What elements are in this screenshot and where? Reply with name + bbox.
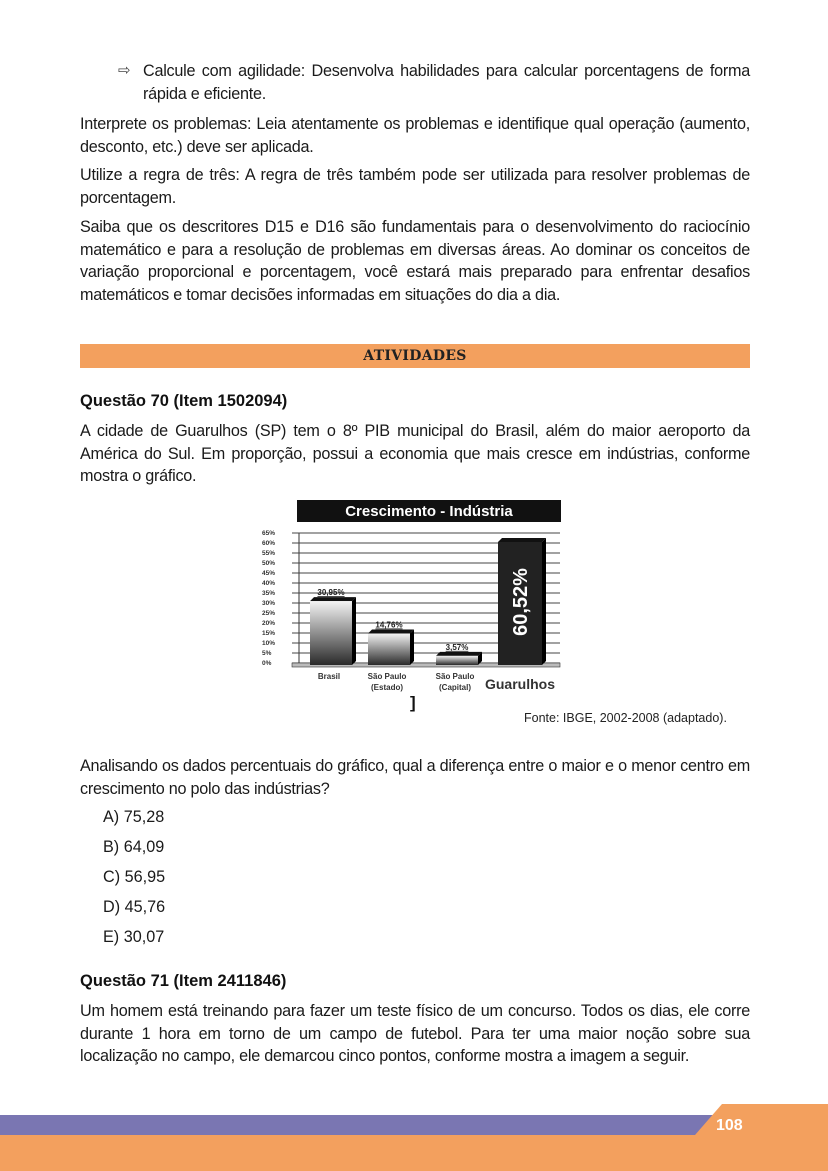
question-71-statement: Um homem está treinando para fazer um teste físico de um concurso. Todos os dias, ele corre durante 1 hora em torno de um campo de futebol. Para ter uma maior noção sobre sua localização no campo, ele demarcou cinco pontos, conforme mostra a imagem a seguir. (80, 1002, 750, 1065)
question-71-title: Questão 71 (Item 2411846) (80, 972, 287, 990)
option-a[interactable]: A) 75,28 (103, 808, 165, 826)
option-b[interactable]: B) 64,09 (103, 838, 165, 856)
svg-text:50%: 50% (262, 560, 276, 567)
svg-text:30%: 30% (262, 600, 276, 607)
svg-text:60%: 60% (262, 540, 276, 547)
svg-text:25%: 25% (262, 610, 276, 617)
svg-text:0%: 0% (262, 660, 272, 667)
option-c[interactable]: C) 56,95 (103, 868, 166, 886)
tip-paragraph: Saiba que os descritores D15 e D16 são fundamentais para o desenvolvimento do raciocínio matemático e para a resolução de problemas em diversas áreas. Ao dominar os conceitos de variação proporcional e porcentagem, você estará mais preparado para enfrentar desafios matemáticos e tomar decisões informadas em situações do dia a dia. (80, 218, 750, 304)
svg-text:30,95%: 30,95% (317, 588, 345, 598)
footer-band (0, 1135, 828, 1171)
stray-bracket: ] (410, 693, 416, 712)
bar-chart (262, 497, 562, 695)
svg-text:(Capital): (Capital) (439, 683, 471, 692)
section-banner-label: ATIVIDADES (363, 348, 467, 364)
svg-text:20%: 20% (262, 620, 276, 627)
tip-paragraph: Interprete os problemas: Leia atentamente os problemas e identifique qual operação (aumento, desconto, etc.) deve ser aplicada. (80, 115, 750, 156)
tip-paragraph: Utilize a regra de três: A regra de três também pode ser utilizada para resolver problemas de porcentagem. (80, 166, 750, 207)
svg-text:5%: 5% (262, 650, 272, 657)
option-d[interactable]: D) 45,76 (103, 898, 166, 916)
svg-text:65%: 65% (262, 530, 276, 537)
question-70-prompt: Analisando os dados percentuais do gráfico, qual a diferença entre o maior e o menor centro em crescimento no polo das indústrias? (80, 757, 750, 798)
svg-text:Brasil: Brasil (317, 672, 341, 681)
svg-text:55%: 55% (262, 550, 276, 557)
svg-text:45%: 45% (262, 570, 276, 577)
svg-text:14,76%: 14,76% (375, 620, 403, 630)
svg-text:São Paulo: São Paulo (435, 672, 475, 681)
svg-text:3,57%: 3,57% (445, 642, 469, 652)
svg-text:15%: 15% (262, 630, 276, 637)
section-banner (80, 344, 750, 368)
svg-text:Crescimento - Indústria: Crescimento - Indústria (345, 503, 513, 520)
svg-text:40%: 40% (262, 580, 276, 587)
page-number: 108 (716, 1117, 743, 1134)
svg-text:Guarulhos: Guarulhos (484, 676, 556, 692)
tip-bullet-text: Calcule com agilidade: Desenvolva habilidades para calcular porcentagens de forma rápida e eficiente. (143, 62, 750, 103)
chart-source: Fonte: IBGE, 2002-2008 (adaptado). (524, 711, 727, 725)
svg-text:35%: 35% (262, 590, 276, 597)
question-70-statement: A cidade de Guarulhos (SP) tem o 8º PIB municipal do Brasil, além do maior aeroporto da América do Sul. Em proporção, possui a economia que mais cresce em indústrias, conforme mostra o gráfico. (80, 422, 750, 485)
option-e[interactable]: E) 30,07 (103, 928, 165, 946)
question-70-title: Questão 70 (Item 1502094) (80, 392, 288, 410)
svg-text:10%: 10% (262, 640, 276, 647)
footer-page-tab (0, 1104, 828, 1135)
svg-text:(Estado): (Estado) (371, 683, 403, 692)
arrow-right-icon: ⇨ (118, 62, 131, 79)
svg-text:São Paulo: São Paulo (367, 672, 407, 681)
svg-text:60,52%: 60,52% (510, 568, 532, 636)
